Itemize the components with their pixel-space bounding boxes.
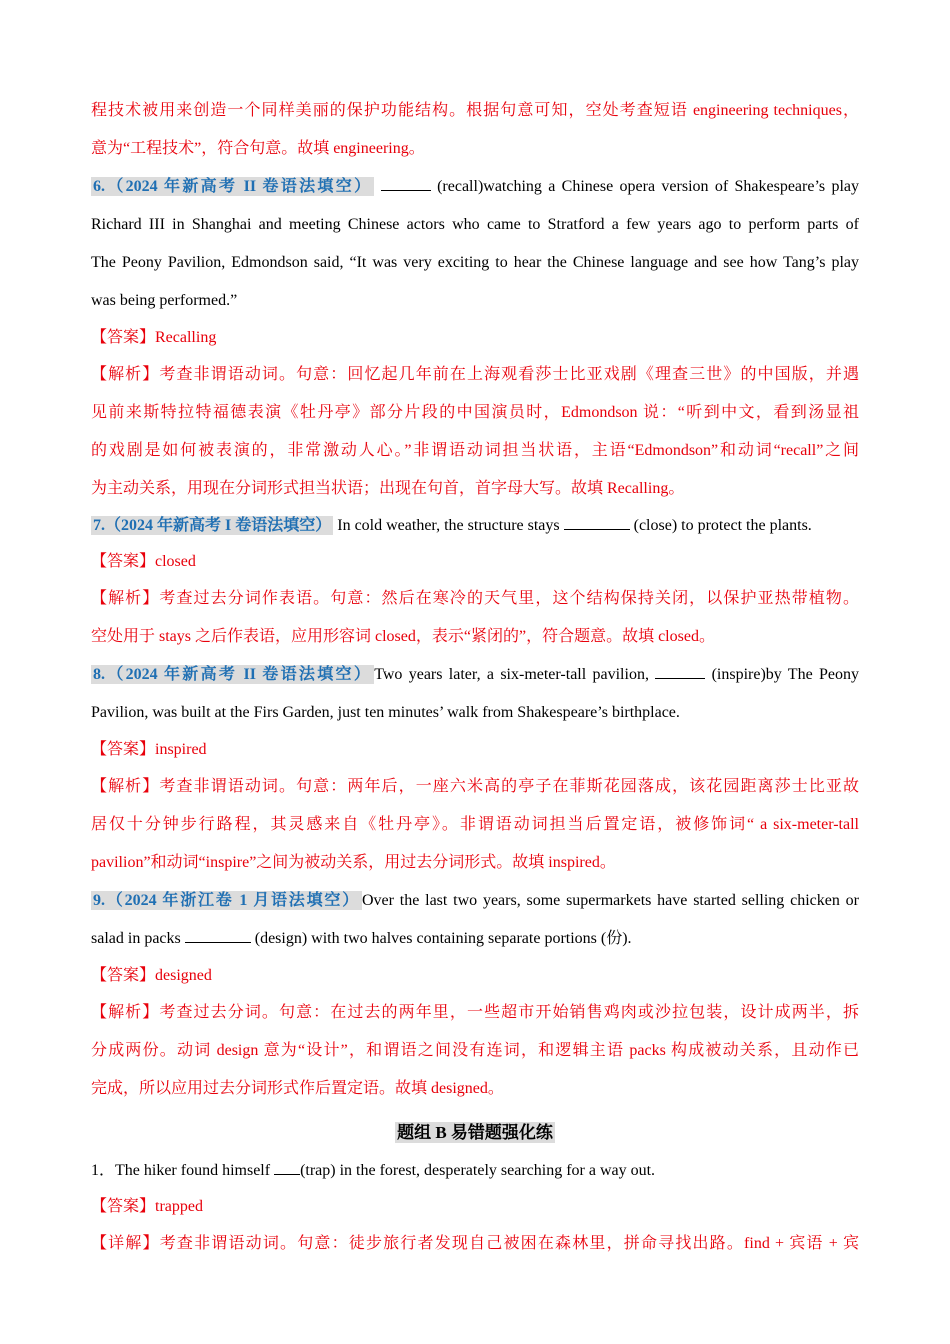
analysis-line: pavilion”和动词“inspire”之间为被动关系，用过去分词形式。故填 inspired。: [91, 854, 616, 871]
question-text: (recall)watching a Chinese opera version of Shakespeare’s play: [437, 178, 860, 195]
answer: 【答案】closed: [91, 553, 196, 570]
question-text: (inspire)by The Peony: [705, 666, 860, 683]
question-text: (trap) in the forest, desperately searching for a way out.: [300, 1162, 656, 1179]
question-text: (close) to protect the plants.: [629, 517, 812, 534]
analysis-line: 为主动关系，用现在分词形式担当状语；出现在句首，首字母大写。故填 Recalling。: [91, 480, 685, 497]
question-text: In cold weather, the structure stays: [333, 517, 564, 534]
analysis-line: 空处用于 stays 之后作表语，应用形容词 closed，表示“紧闭的”，符合题意。故填 closed。: [91, 628, 715, 645]
analysis-line: 分成两份。动词 design 意为“设计”，和谓语之间没有连词，和逻辑主语 packs 构成被动关系，且动作已: [91, 1042, 859, 1059]
question-b1: [91, 1153, 859, 1189]
analysis-line: 见前来斯特拉特福德表演《牡丹亭》部分片段的中国演员时，Edmondson 说：“听到中文，看到汤显祖: [91, 404, 859, 421]
answer-blank: [381, 178, 431, 191]
analysis-line: 的戏剧是如何被表演的，非常激动人心。”非谓语动词担当状语，主语“Edmondson”和动词“recall”之间: [91, 442, 859, 459]
question-text: Pavilion, was built at the Firs Garden, just ten minutes’ walk from Shakespeare’s birthplace.: [91, 704, 680, 721]
answer: 【答案】Recalling: [91, 329, 217, 346]
answer: 【答案】inspired: [91, 741, 207, 758]
question-source-tag: 9.（2024 年浙江卷 1 月语法填空）: [93, 892, 360, 909]
question-text: Richard III in Shanghai and meeting Chinese actors who came to Stratford a few years ago to perform parts of: [91, 216, 859, 233]
analysis-line: 居仅十分钟步行路程，其灵感来自《牡丹亭》。非谓语动词担当后置定语，被修饰词“ a six-meter-tall: [91, 816, 859, 833]
analysis-line: 【详解】考查非谓语动词。句意：徒步旅行者发现自己被困在森林里，拼命寻找出路。find + 宾语 + 宾: [91, 1235, 859, 1252]
analysis-line: 【解析】考查非谓语动词。句意：回忆起几年前在上海观看莎士比亚戏剧《理查三世》的中国版，并遇: [91, 366, 859, 383]
question-text: Over the last two years, some supermarkets have started selling chicken or: [362, 892, 859, 909]
answer-blank: [655, 666, 705, 679]
question-6: [91, 168, 859, 206]
intro-line: 程技术被用来创造一个同样美丽的保护功能结构。根据句意可知，空处考查短语 engineering techniques，: [91, 102, 859, 119]
analysis-line: 完成，所以应用过去分词形式作后置定语。故填 designed。: [91, 1080, 504, 1097]
question-text: 1．The hiker found himself: [91, 1162, 275, 1179]
answer-blank: [185, 930, 251, 943]
question-7: [91, 508, 859, 544]
question-source-tag: 7.（2024 年新高考 I 卷语法填空）: [93, 517, 332, 534]
analysis-line: 【解析】考查过去分词作表语。句意：然后在寒冷的天气里，这个结构保持关闭，以保护亚热带植物。: [91, 590, 859, 607]
intro-line: 意为“工程技术”，符合句意。故填 engineering。: [91, 140, 425, 157]
question-8: [91, 656, 859, 694]
analysis-line: 【解析】考查非谓语动词。句意：两年后，一座六米高的亭子在菲斯花园落成，该花园距离莎士比亚故: [91, 778, 859, 795]
answer-blank: [564, 517, 630, 530]
question-text-line: [91, 920, 859, 958]
section-heading: 题组 B 易错题强化练: [397, 1123, 553, 1142]
document-page: [91, 92, 859, 1263]
question-source-tag: 8.（2024 年新高考 II 卷语法填空）: [93, 666, 373, 683]
question-text: salad in packs: [91, 930, 185, 947]
answer-blank: [274, 1162, 300, 1175]
question-text: was being performed.”: [91, 292, 238, 309]
question-source-tag: 6.（2024 年新高考 II 卷语法填空）: [93, 178, 373, 195]
question-9: [91, 882, 859, 920]
question-text: (design) with two halves containing separate portions (份).: [250, 930, 632, 947]
answer: 【答案】trapped: [91, 1198, 203, 1215]
question-text: The Peony Pavilion, Edmondson said, “It was very exciting to hear the Chinese language and see how Tang’s play: [91, 254, 859, 271]
question-text: Two years later, a six-meter-tall pavilion,: [374, 666, 656, 683]
analysis-line: 【解析】考查过去分词。句意：在过去的两年里，一些超市开始销售鸡肉或沙拉包装，设计成两半，拆: [91, 1004, 859, 1021]
answer: 【答案】designed: [91, 967, 212, 984]
